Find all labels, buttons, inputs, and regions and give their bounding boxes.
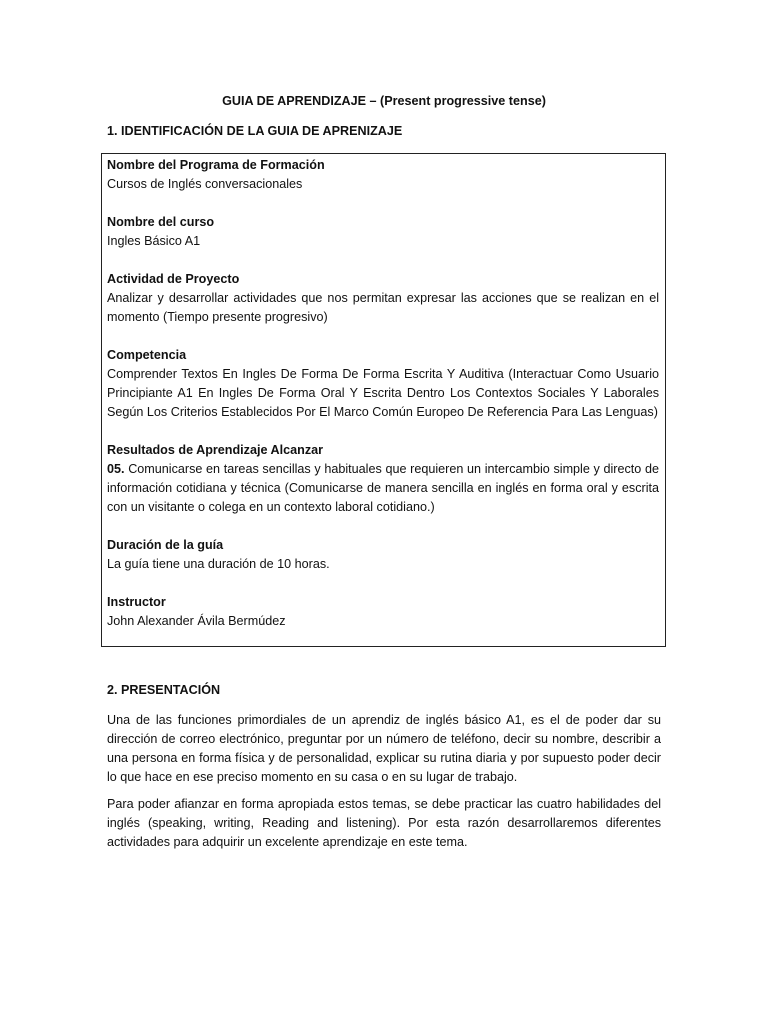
presentation-paragraph: Una de las funciones primordiales de un aprendiz de inglés básico A1, es el de poder dar su dirección de correo electrónico, preguntar por un número de teléfono, decir su nombre, describir a una persona en forma física y de personalidad, explicar su rutina diaria y por supuesto poder decir lo que hace en ese preciso momento en su casa o en su lugar de trabajo. bbox=[107, 713, 661, 784]
field-value: Cursos de Inglés conversacionales bbox=[107, 177, 303, 191]
presentation-paragraph: Para poder afianzar en forma apropiada estos temas, se debe practicar las cuatro habilidades del inglés (speaking, writing, Reading and listening). Por esta razón desarrollaremos diferentes actividades para adquirir un excelente aprendizaje en este tema. bbox=[107, 797, 661, 849]
section-heading-identification: 1. IDENTIFICACIÓN DE LA GUIA DE APRENIZAJE bbox=[107, 124, 403, 138]
field-label: Actividad de Proyecto bbox=[107, 272, 240, 286]
result-number: 05. bbox=[107, 462, 125, 476]
document-title: GUIA DE APRENDIZAJE – (Present progressive tense) bbox=[222, 94, 546, 108]
field-project-activity bbox=[107, 270, 659, 327]
field-label: Duración de la guía bbox=[107, 538, 224, 552]
field-label: Resultados de Aprendizaje Alcanzar bbox=[107, 443, 324, 457]
field-course bbox=[107, 213, 659, 251]
field-value: Comprender Textos En Ingles De Forma De Forma Escrita Y Auditiva (Interactuar Como Usuario Principiante A1 En Ingles De Forma Oral Y Escrita Dentro Los Contextos Sociales Y Laborales Según Los Criterios Establecidos Por El Marco Común Europeo De Referencia Para Las Lenguas) bbox=[107, 367, 659, 419]
field-label: Instructor bbox=[107, 595, 166, 609]
section-heading-presentation: 2. PRESENTACIÓN bbox=[107, 683, 221, 697]
result-text: Comunicarse en tareas sencillas y habituales que requieren un intercambio simple y directo de información cotidiana y técnica (Comunicarse de manera sencilla en inglés en forma oral y escrita con un visitante o colega en un contexto laboral cotidiano.) bbox=[107, 462, 659, 514]
field-label: Competencia bbox=[107, 348, 187, 362]
field-learning-results bbox=[107, 441, 659, 517]
field-value: La guía tiene una duración de 10 horas. bbox=[107, 557, 330, 571]
field-label: Nombre del curso bbox=[107, 215, 215, 229]
field-duration bbox=[107, 536, 659, 574]
field-label: Nombre del Programa de Formación bbox=[107, 158, 325, 172]
identification-table bbox=[101, 153, 666, 647]
field-value: Ingles Básico A1 bbox=[107, 234, 201, 248]
field-instructor bbox=[107, 593, 659, 631]
field-program bbox=[107, 156, 659, 194]
field-value: John Alexander Ávila Bermúdez bbox=[107, 614, 286, 628]
field-value: Analizar y desarrollar actividades que nos permitan expresar las acciones que se realizan en el momento (Tiempo presente progresivo) bbox=[107, 291, 659, 324]
field-value bbox=[107, 460, 659, 517]
presentation-body bbox=[107, 711, 661, 860]
field-competence bbox=[107, 346, 659, 422]
